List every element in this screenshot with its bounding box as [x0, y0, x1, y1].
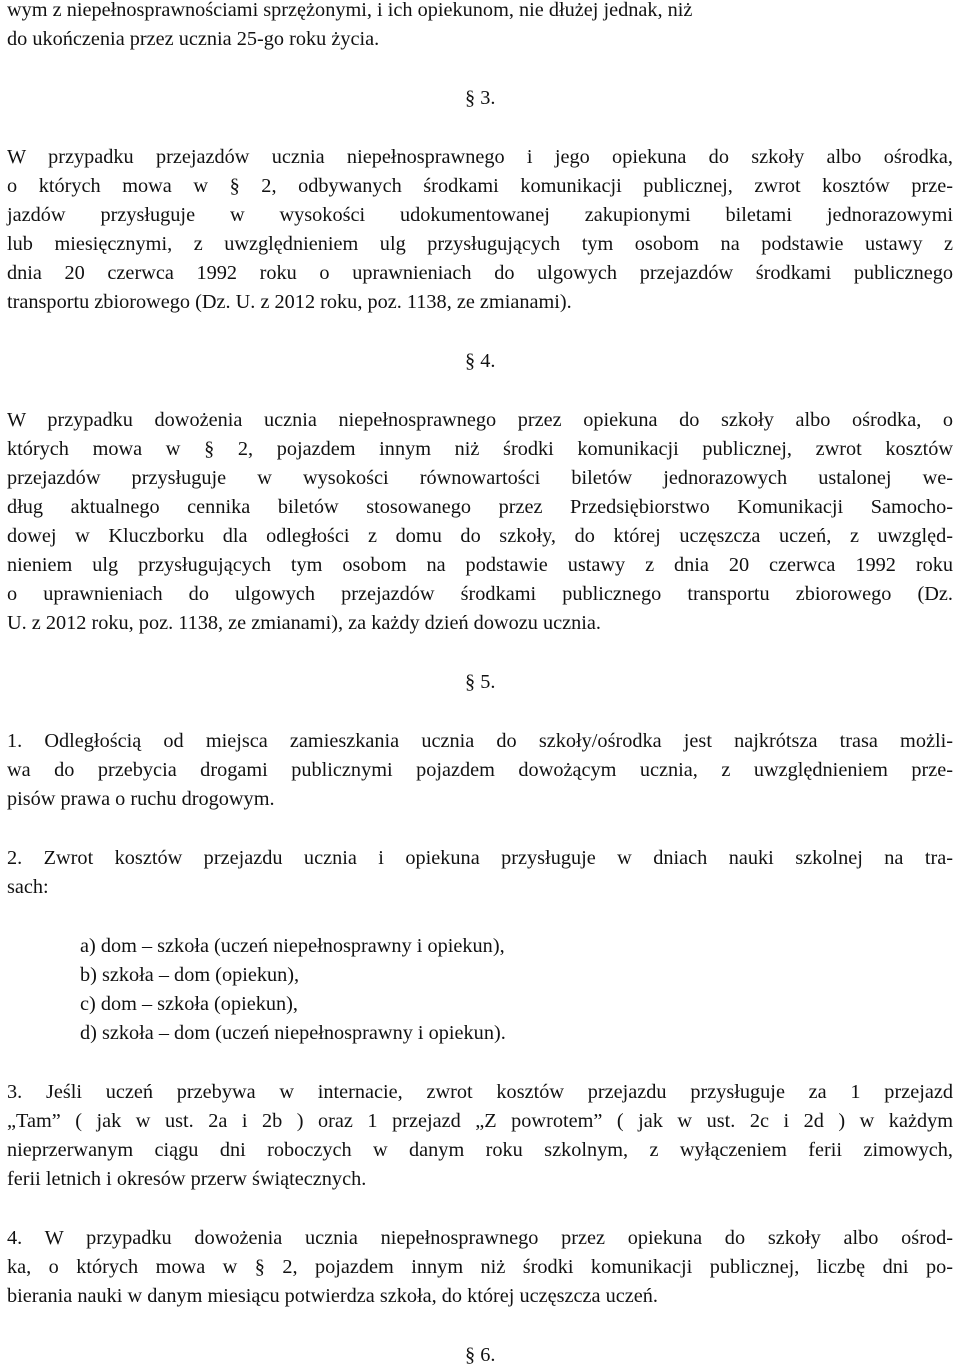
list-item: a) dom – szkoła (uczeń niepełnosprawny i opiekun),: [80, 935, 505, 957]
text-line: 2. Zwrot kosztów przejazdu ucznia i opiekuna przysługuje w dniach nauki szkolnej na tra-: [7, 847, 953, 869]
text-line: W przypadku przejazdów ucznia niepełnosprawnego i jego opiekuna do szkoły albo ośrodka,: [7, 146, 953, 168]
text-line: nieniem ulg przysługujących tym osobom na podstawie ustawy z dnia 20 czerwca 1992 roku: [7, 554, 953, 576]
list-item: d) szkoła – dom (uczeń niepełnosprawny i opiekun).: [80, 1022, 506, 1044]
section-heading-6: § 6.: [465, 1344, 496, 1366]
text-line: których mowa w § 2, pojazdem innym niż środki komunikacji publicznej, zwrot kosztów: [7, 438, 953, 460]
text-line: dług aktualnego cennika biletów stosowanego przez Przedsiębiorstwo Komunikacji Samocho-: [7, 496, 953, 518]
list-item: b) szkoła – dom (opiekun),: [80, 964, 300, 986]
text-line: sach:: [7, 876, 49, 898]
section-heading-4: § 4.: [465, 350, 496, 372]
text-line: 4. W przypadku dowożenia ucznia niepełnosprawnego przez opiekuna do szkoły albo ośrod-: [7, 1227, 953, 1249]
text-line: „Tam” ( jak w ust. 2a i 2b ) oraz 1 przejazd „Z powrotem” ( jak w ust. 2c i 2d ) w każdym: [7, 1110, 953, 1132]
text-line: 1. Odległością od miejsca zamieszkania ucznia do szkoły/ośrodka jest najkrótsza trasa możli-: [7, 730, 953, 752]
text-line: W przypadku dowożenia ucznia niepełnosprawnego przez opiekuna do szkoły albo ośrodka, o: [7, 409, 953, 431]
text-line: dowej w Kluczborku dla odległości z domu do szkoły, do której uczęszcza uczeń, z uwzględ-: [7, 525, 953, 547]
section-heading-5: § 5.: [465, 671, 496, 693]
text-line: 3. Jeśli uczeń przebywa w internacie, zwrot kosztów przejazdu przysługuje za 1 przejazd: [7, 1081, 953, 1103]
text-line: o których mowa w § 2, odbywanych środkami komunikacji publicznej, zwrot kosztów prze-: [7, 175, 953, 197]
text-line: bierania nauki w danym miesiącu potwierdza szkoła, do której uczęszcza uczeń.: [7, 1285, 658, 1307]
text-line: nieprzerwanym ciągu dni roboczych w danym roku szkolnym, z wyłączeniem ferii zimowych,: [7, 1139, 953, 1161]
text-line: pisów prawa o ruchu drogowym.: [7, 788, 275, 810]
text-line: ferii letnich i okresów przerw świątecznych.: [7, 1168, 367, 1190]
list-item: c) dom – szkoła (opiekun),: [80, 993, 298, 1015]
text-line: wa do przebycia drogami publicznymi pojazdem dowożącym ucznia, z uwzględnieniem prze-: [7, 759, 953, 781]
text-line: ka, o których mowa w § 2, pojazdem innym niż środki komunikacji publicznej, liczbę dni po-: [7, 1256, 953, 1278]
text-line: przejazdów przysługuje w wysokości równowartości biletów jednorazowych ustalonej we-: [7, 467, 953, 489]
text-line: o uprawnieniach do ulgowych przejazdów środkami publicznego transportu zbiorowego (Dz.: [7, 583, 953, 605]
text-line: transportu zbiorowego (Dz. U. z 2012 roku, poz. 1138, ze zmianami).: [7, 291, 572, 313]
text-line: lub miesięcznymi, z uwzględnieniem ulg przysługujących tym osobom na podstawie ustawy z: [7, 233, 953, 255]
section-heading-3: § 3.: [465, 87, 496, 109]
text-line: U. z 2012 roku, poz. 1138, ze zmianami), za każdy dzień dowozu ucznia.: [7, 612, 601, 634]
text-line: jazdów przysługuje w wysokości udokumentowanej zakupionymi biletami jednorazowymi: [7, 204, 953, 226]
text-line: wym z niepełnosprawnościami sprzężonymi, i ich opiekunom, nie dłużej jednak, niż: [7, 0, 693, 21]
text-line: do ukończenia przez ucznia 25-go roku życia.: [7, 28, 380, 50]
text-line: dnia 20 czerwca 1992 roku o uprawnieniach do ulgowych przejazdów środkami publicznego: [7, 262, 953, 284]
